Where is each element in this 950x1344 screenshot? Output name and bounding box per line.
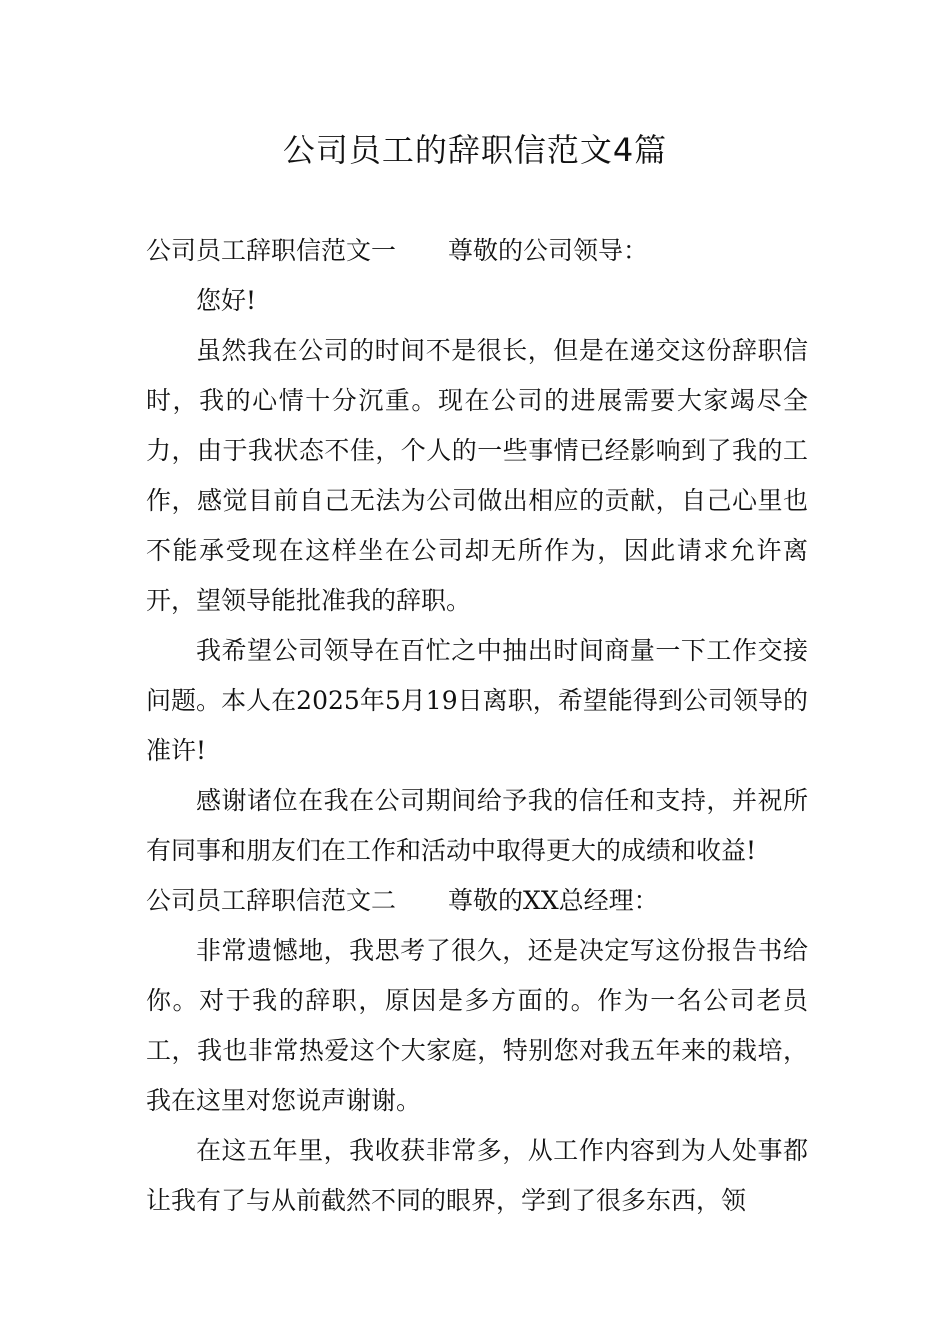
section-heading-2 <box>146 876 808 926</box>
section-title: 公司员工辞职信范文一 <box>146 236 397 265</box>
paragraph: 非常遗憾地，我思考了很久，还是决定写这份报告书给你。对于我的辞职，原因是多方面的。作为一名公司老员工，我也非常热爱这个大家庭，特别您对我五年来的栽培，我在这里对您说声谢谢。 <box>146 936 808 1115</box>
paragraph: 虽然我在公司的时间不是很长，但是在递交这份辞职信时，我的心情十分沉重。现在公司的进展需要大家竭尽全力，由于我状态不佳，个人的一些事情已经影响到了我的工作，感觉目前自己无法为公司做出相应的贡献，自己心里也不能承受现在这样坐在公司却无所作为，因此请求允许离开，望领导能批准我的辞职。 <box>146 336 808 615</box>
salutation: 尊敬的公司领导： <box>448 236 649 265</box>
paragraph: 我希望公司领导在百忙之中抽出时间商量一下工作交接问题。本人在2025年5月19日离职，希望能得到公司领导的准许! <box>146 636 808 765</box>
paragraph: 您好! <box>196 286 257 315</box>
section-heading-1 <box>146 226 808 276</box>
document-title: 公司员工的辞职信范文4篇 <box>282 131 668 169</box>
paragraph: 在这五年里，我收获非常多，从工作内容到为人处事都让我有了与从前截然不同的眼界，学到了很多东西，领 <box>146 1136 808 1215</box>
document-body <box>146 226 808 1226</box>
paragraph: 感谢诸位在我在公司期间给予我的信任和支持，并祝所有同事和朋友们在工作和活动中取得更大的成绩和收益! <box>146 786 808 865</box>
section-title: 公司员工辞职信范文二 <box>146 886 397 915</box>
salutation: 尊敬的XX总经理： <box>448 886 659 915</box>
